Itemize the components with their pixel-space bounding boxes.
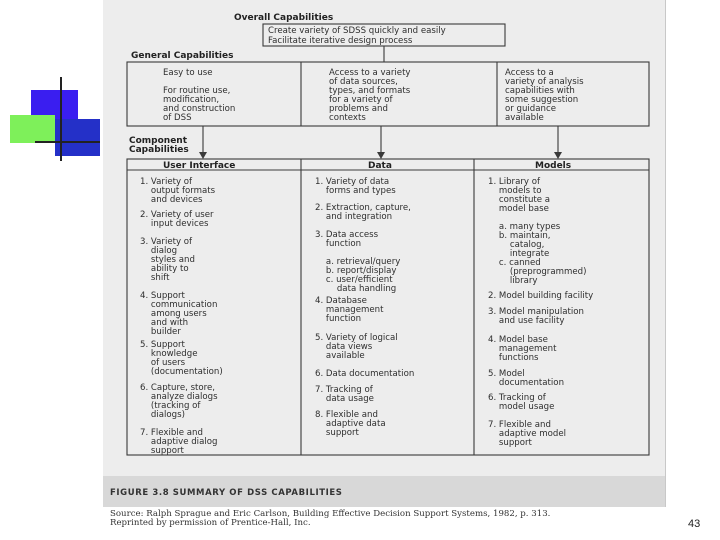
general-line: capabilities with — [505, 86, 575, 96]
general-line: and construction — [163, 104, 236, 114]
data-capability-item: 3. Data access function a. retrieval/query b. report/display c. user/efficient data handling — [315, 230, 401, 294]
data-capability-item: 8. Flexible and adaptive data support — [315, 410, 386, 438]
component-heading-1: Component — [129, 136, 188, 146]
models-capability-item: 6. Tracking of model usage — [488, 393, 555, 412]
column-title-models: Models — [535, 161, 572, 171]
general-line: modification, — [163, 95, 220, 105]
ui-capability-item: 3. Variety of dialog styles and ability to shift — [140, 237, 195, 283]
models-capability-item: 5. Model documentation — [488, 369, 565, 388]
data-capability-item: 4. Database management function — [315, 296, 384, 324]
arrow-models-head — [554, 152, 562, 159]
overall-heading: Overall Capabilities — [234, 13, 334, 23]
arrow-data-head — [377, 152, 385, 159]
general-line: Access to a variety — [329, 68, 411, 78]
decor-horizontal-line — [35, 141, 100, 143]
general-col-ease — [163, 69, 235, 123]
data-capability-item: 1. Variety of data forms and types — [315, 177, 396, 196]
models-capability-item: 2. Model building facility — [488, 291, 594, 301]
arrow-ui-head — [199, 152, 207, 159]
general-line: contexts — [329, 113, 366, 123]
ui-capability-item: 6. Capture, store, analyze dialogs (tracking of dialogs) — [140, 383, 218, 420]
models-capability-item: 3. Model manipulation and use facility — [488, 307, 584, 326]
column-title-data: Data — [368, 161, 392, 171]
source-line-1: Source: Ralph Sprague and Eric Carlson, Building Effective Decision Support Systems, 1982, p. 313. — [110, 509, 551, 519]
models-capability-item: 4. Model base management functions — [488, 335, 557, 363]
general-line: Access to a — [505, 68, 554, 78]
models-capability-item: 1. Library of models to constitute a model base a. many types b. maintain, catalog, integrate c. canned (preprogrammed) library — [488, 177, 587, 286]
overall-line-1: Create variety of SDSS quickly and easily — [268, 26, 446, 36]
ui-capability-item: 7. Flexible and adaptive dialog support — [140, 428, 218, 456]
general-line: problems and — [329, 104, 388, 114]
general-line: types, and formats — [329, 86, 411, 96]
general-col-data-access — [329, 69, 411, 123]
overall-line-2: Facilitate iterative design process — [268, 36, 413, 46]
general-heading: General Capabilities — [131, 51, 234, 61]
data-capability-item: 7. Tracking of data usage — [315, 385, 374, 404]
page-number: 43 — [688, 518, 701, 530]
general-line: available — [505, 113, 544, 123]
decor-green-square — [10, 115, 55, 143]
models-capability-item: 7. Flexible and adaptive model support — [488, 420, 566, 448]
ui-capability-item: 4. Support communication among users and with builder — [140, 291, 218, 337]
general-line: of DSS — [163, 113, 192, 123]
ui-capability-item: 2. Variety of user input devices — [140, 210, 214, 229]
caption-bar — [103, 476, 665, 507]
component-heading-2: Capabilities — [129, 145, 189, 155]
general-line: for a variety of — [329, 95, 393, 105]
general-line: For routine use, — [163, 86, 231, 96]
decor-vertical-line — [60, 77, 62, 161]
ui-capability-item: 5. Support knowledge of users (documentation) — [140, 340, 223, 377]
general-line: of data sources, — [329, 77, 398, 87]
general-line: variety of analysis — [505, 77, 584, 87]
ui-capability-item: 1. Variety of output formats and devices — [140, 177, 216, 205]
source-citation — [110, 510, 550, 528]
general-col-analysis — [505, 69, 584, 123]
figure-caption: FIGURE 3.8 SUMMARY OF DSS CAPABILITIES — [110, 488, 343, 498]
data-capability-item: 5. Variety of logical data views available — [315, 333, 398, 361]
column-title-ui: User Interface — [163, 161, 236, 171]
data-capability-item: 6. Data documentation — [315, 369, 415, 379]
figure-scan — [103, 0, 666, 528]
source-line-2: Reprinted by permission of Prentice-Hall, Inc. — [110, 518, 311, 528]
general-line: some suggestion — [505, 95, 579, 105]
data-capability-item: 2. Extraction, capture, and integration — [315, 203, 411, 222]
general-line: or guidance — [505, 104, 556, 114]
general-line: Easy to use — [163, 68, 213, 78]
